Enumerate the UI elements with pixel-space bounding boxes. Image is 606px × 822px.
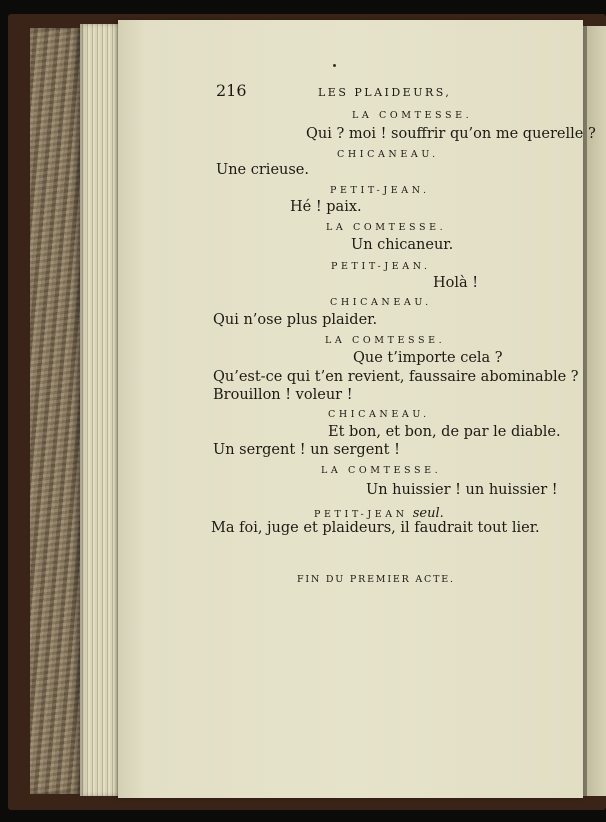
verse-line: Holà !	[433, 275, 479, 291]
verse-line: Qui n’ose plus plaider.	[213, 312, 378, 328]
marbled-page-edge	[30, 28, 80, 794]
verse-line: Qu’est-ce qui t’en revient, faussaire abominable ?	[213, 369, 579, 385]
speaker-name: LA COMTESSE.	[321, 465, 442, 476]
speaker-name: LA COMTESSE.	[326, 222, 447, 233]
verse-line: Un sergent ! un sergent !	[213, 442, 400, 458]
speaker-name: CHICANEAU.	[328, 409, 430, 420]
speaker-name: PETIT-JEAN.	[331, 261, 431, 272]
verse-line: Une crieuse.	[216, 162, 309, 178]
verse-line: Ma foi, juge et plaideurs, il faudrait tout lier.	[211, 520, 540, 536]
verse-line: Un huissier ! un huissier !	[366, 482, 558, 498]
speaker-with-direction	[314, 504, 444, 520]
speaker-name: CHICANEAU.	[337, 149, 439, 160]
ink-speck	[333, 64, 336, 67]
speaker-name: LA COMTESSE.	[325, 335, 446, 346]
verse-line: Qui ? moi ! souffrir qu’on me querelle ?	[306, 126, 596, 142]
page-number: 216	[216, 81, 247, 100]
verse-line: Brouillon ! voleur !	[213, 387, 353, 403]
speaker-name: PETIT-JEAN.	[330, 185, 430, 196]
verse-line: Hé ! paix.	[290, 199, 362, 215]
end-of-act: FIN DU PREMIER ACTE.	[297, 574, 455, 585]
stage-direction: seul.	[412, 506, 444, 521]
verse-line: Un chicaneur.	[351, 237, 454, 253]
speaker-name: LA COMTESSE.	[352, 110, 473, 121]
running-title: LES PLAIDEURS,	[318, 86, 452, 99]
speaker-name: CHICANEAU.	[330, 297, 432, 308]
verse-line: Que t’importe cela ?	[353, 350, 503, 366]
verse-line: Et bon, et bon, de par le diable.	[328, 424, 561, 440]
speaker-name: PETIT-JEAN	[314, 509, 408, 520]
page-stack-edge	[80, 24, 120, 796]
